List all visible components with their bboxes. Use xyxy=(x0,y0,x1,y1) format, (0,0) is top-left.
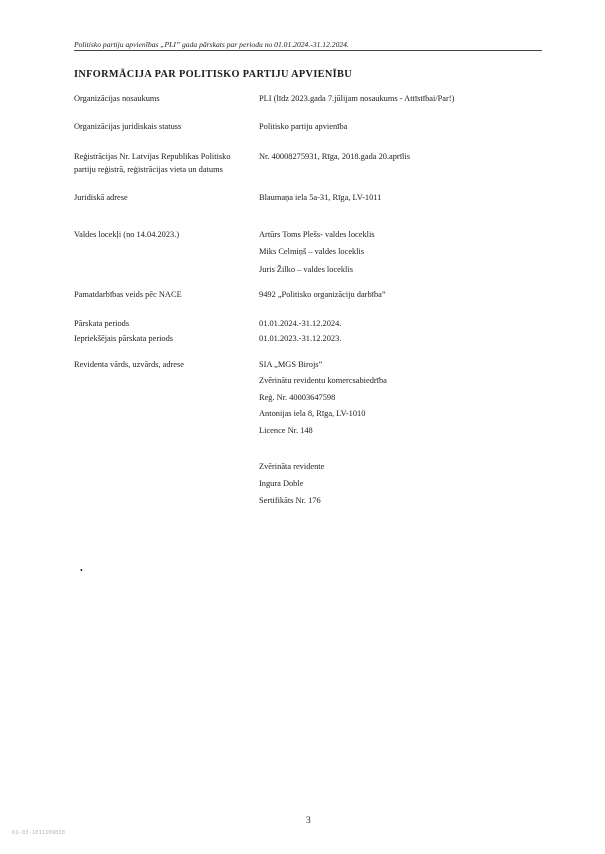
sworn-auditor-line: Zvērināta revidente xyxy=(259,462,325,471)
label-registration-line-2: partiju reģistrā, reģistrācijas vieta un datums xyxy=(74,165,223,174)
board-member: Artūrs Toms Plešs- valdes loceklis xyxy=(259,230,375,239)
label-auditor: Revidenta vārds, uzvārds, adrese xyxy=(74,360,184,369)
value-nace-activity: 9492 „Politisko organizāciju darbība” xyxy=(259,290,386,299)
scan-code: 61-03-1011109830 xyxy=(12,830,65,836)
label-legal-status: Organizācijas juridiskais statuss xyxy=(74,122,182,131)
label-organization-name: Organizācijas nosaukums xyxy=(74,94,160,103)
section-title: INFORMĀCIJA PAR POLITISKO PARTIJU APVIENĪBU xyxy=(74,69,353,80)
auditor-line: Reģ. Nr. 40003647598 xyxy=(259,393,336,402)
label-board-members: Valdes locekļi (no 14.04.2023.) xyxy=(74,230,180,239)
value-previous-period: 01.01.2023.-31.12.2023. xyxy=(259,334,342,343)
value-reporting-period: 01.01.2024.-31.12.2024. xyxy=(259,319,342,328)
sworn-auditor-line: Sertifikāts Nr. 176 xyxy=(259,496,321,505)
board-member: Miks Celmiņš – valdes loceklis xyxy=(259,247,365,256)
scan-mark: • xyxy=(80,566,83,575)
auditor-line: SIA „MGS Birojs” xyxy=(259,360,323,369)
label-previous-period: Iepriekšējais pārskata periods xyxy=(74,334,174,343)
auditor-line: Zvērinātu revidentu komercsabiedrība xyxy=(259,376,387,385)
value-registration: Nr. 40008275931, Rīga, 2018.gada 20.aprīlis xyxy=(259,152,410,161)
sworn-auditor-line: Ingura Doble xyxy=(259,479,304,488)
board-member: Juris Žilko – valdes loceklis xyxy=(259,265,353,274)
label-nace-activity: Pamatdarbības veids pēc NACE xyxy=(74,290,182,299)
label-registration-line-1: Reģistrācijas Nr. Latvijas Republikas Politisko xyxy=(74,152,231,161)
label-reporting-period: Pārskata periods xyxy=(74,319,130,328)
auditor-line: Licence Nr. 148 xyxy=(259,426,313,435)
label-legal-address: Juridiskā adrese xyxy=(74,193,128,202)
page-number: 3 xyxy=(306,816,311,826)
page-header: Politisko partiju apvienības „PLI” gada pārskats par periodu no 01.01.2024.-31.12.2024. xyxy=(74,40,542,51)
value-organization-name: PLI (līdz 2023.gada 7.jūlijam nosaukums - Attīstībai/Par!) xyxy=(259,94,455,103)
value-legal-address: Blaumaņa iela 5a-31, Rīga, LV-1011 xyxy=(259,193,382,202)
value-legal-status: Politisko partiju apvienība xyxy=(259,122,348,131)
auditor-line: Antonijas iela 8, Rīga, LV-1010 xyxy=(259,409,366,418)
